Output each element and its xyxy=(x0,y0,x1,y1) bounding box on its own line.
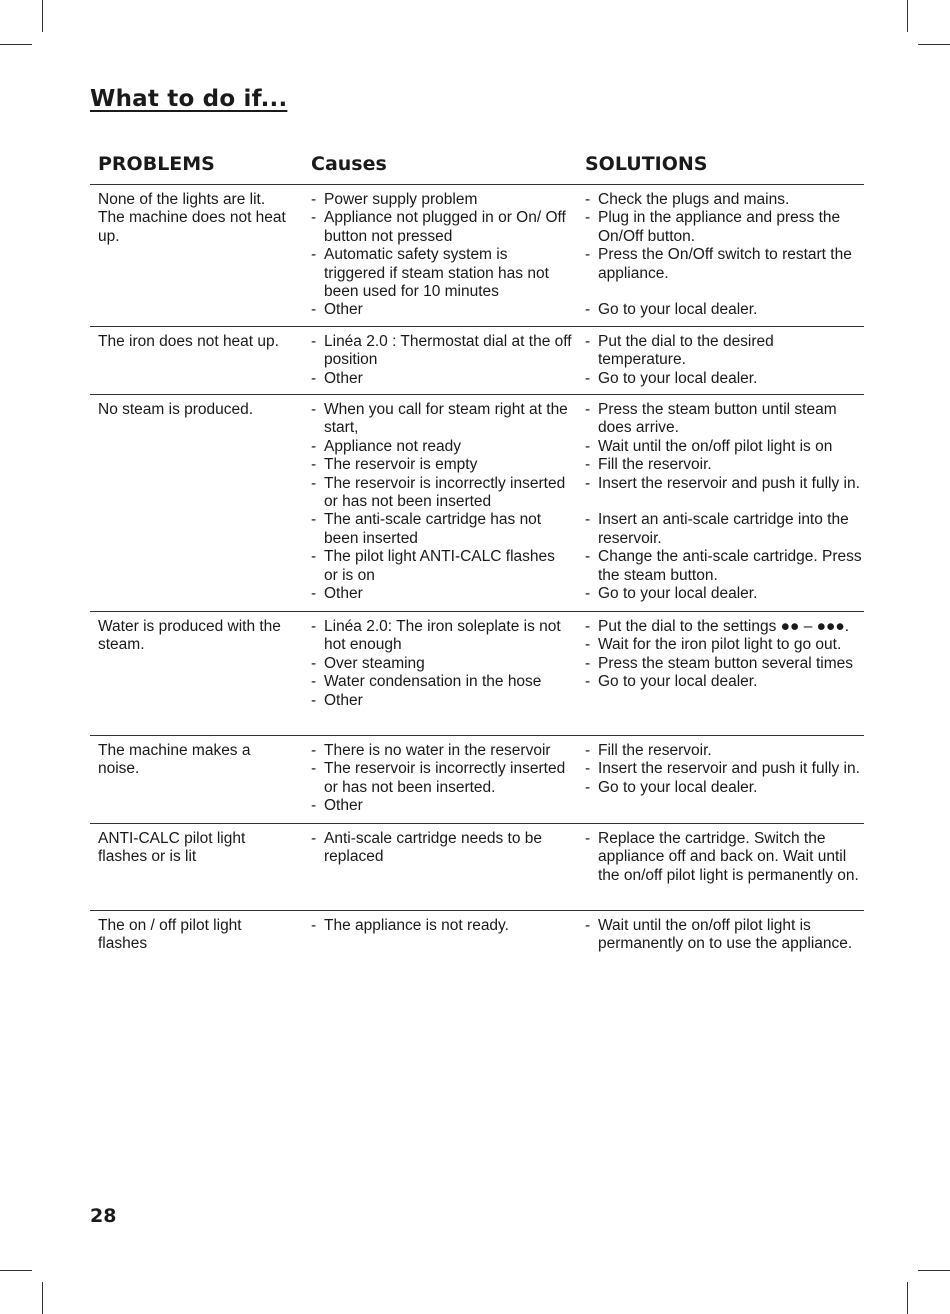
causes-list xyxy=(310,333,572,388)
cause-item: - Power supply problem xyxy=(310,191,572,209)
solution-item: - Wait until the on/off pilot light is permanently on to use the appliance. xyxy=(584,917,864,954)
crop-mark xyxy=(918,1270,950,1271)
causes-list xyxy=(310,618,572,710)
causes-list xyxy=(310,401,572,603)
solution-item: - Insert the reservoir and push it fully in. xyxy=(584,475,864,493)
cause-item: - Appliance not ready xyxy=(310,438,572,456)
crop-mark xyxy=(0,44,32,45)
problem-text: noise. xyxy=(98,760,140,778)
problem-cell xyxy=(98,830,298,867)
cause-item: - Linéa 2.0 : Thermostat dial at the off position xyxy=(310,333,572,370)
problem-cell xyxy=(98,333,298,351)
cause-item: - Other xyxy=(310,370,572,388)
cause-item: - Other xyxy=(310,692,572,710)
cause-item: - Appliance not plugged in or On/ Off button not pressed xyxy=(310,209,572,246)
causes-list xyxy=(310,917,572,935)
causes-list xyxy=(310,742,572,816)
solution-item: - Go to your local dealer. xyxy=(584,301,864,319)
cause-item: - The reservoir is incorrectly inserted or has not been inserted xyxy=(310,475,572,512)
problem-text: The machine makes a xyxy=(98,742,251,759)
problem-cell xyxy=(98,917,298,954)
cause-item: - The appliance is not ready. xyxy=(310,917,572,935)
table-row xyxy=(90,185,864,327)
solution-item: - Fill the reservoir. xyxy=(584,456,864,474)
solution-item: - Press the On/Off switch to restart the appliance. xyxy=(584,246,864,283)
solution-item: - Press the steam button until steam does arrive. xyxy=(584,401,864,438)
solution-item: - Change the anti-scale cartridge. Press the steam button. xyxy=(584,548,864,585)
problem-text: No steam is produced. xyxy=(98,401,254,418)
problem-text: steam. xyxy=(98,636,145,654)
solution-item: - Replace the cartridge. Switch the appliance off and back on. Wait until the on/off pilot light is permanently on. xyxy=(584,830,864,885)
page-title: What to do if... xyxy=(90,86,288,112)
cause-item: - Automatic safety system is triggered if steam station has not been used for 10 minutes xyxy=(310,246,572,301)
cause-item: - When you call for steam right at the start, xyxy=(310,401,572,438)
solution-item: - Go to your local dealer. xyxy=(584,585,864,603)
cause-item: - There is no water in the reservoir xyxy=(310,742,572,760)
page-number: 28 xyxy=(90,1205,117,1227)
solution-item: - Go to your local dealer. xyxy=(584,673,864,691)
header-solutions: SOLUTIONS xyxy=(585,153,708,175)
problem-text: up. xyxy=(98,227,120,245)
problem-text: flashes xyxy=(98,935,148,953)
problem-text: ANTI-CALC pilot light xyxy=(98,830,246,847)
cause-item: - Water condensation in the hose xyxy=(310,673,572,691)
solutions-list xyxy=(584,333,864,388)
solution-item: - Go to your local dealer. xyxy=(584,370,864,388)
cause-item: - Other xyxy=(310,301,572,319)
cause-item: - The reservoir is incorrectly inserted or has not been inserted. xyxy=(310,760,572,797)
problem-cell xyxy=(98,742,298,779)
crop-mark xyxy=(907,0,908,32)
table-header xyxy=(90,150,864,185)
solution-item: - Wait until the on/off pilot light is on xyxy=(584,438,864,456)
causes-list xyxy=(310,191,572,320)
table-row xyxy=(90,395,864,612)
solution-item: - Put the dial to the settings ●● – ●●●. xyxy=(584,618,864,636)
header-causes: Causes xyxy=(311,153,387,175)
problem-text: flashes or is lit xyxy=(98,848,197,866)
solutions-list xyxy=(584,742,864,797)
problem-text: None of the lights are lit. xyxy=(98,191,266,208)
problem-text: The machine does not heat xyxy=(98,209,286,227)
solution-item: - Press the steam button several times xyxy=(584,655,864,673)
cause-item: - The anti-scale cartridge has not been inserted xyxy=(310,511,572,548)
solutions-list xyxy=(584,401,864,603)
cause-item: - Other xyxy=(310,797,572,815)
crop-mark xyxy=(907,1282,908,1314)
solution-item: - Insert the reservoir and push it fully in. xyxy=(584,760,864,778)
solution-item: - Plug in the appliance and press the On/Off button. xyxy=(584,209,864,246)
table-row xyxy=(90,736,864,824)
solutions-list xyxy=(584,830,864,885)
cause-item: - Anti-scale cartridge needs to be replaced xyxy=(310,830,572,867)
table-row xyxy=(90,327,864,395)
cause-item: - The reservoir is empty xyxy=(310,456,572,474)
table-row xyxy=(90,612,864,736)
solution-item: - Wait for the iron pilot light to go out. xyxy=(584,636,864,654)
troubleshooting-table xyxy=(90,150,864,971)
cause-item: - Other xyxy=(310,585,572,603)
table-row xyxy=(90,824,864,911)
solutions-list xyxy=(584,917,864,954)
solutions-list xyxy=(584,191,864,320)
crop-mark xyxy=(42,1282,43,1314)
cause-item: - Over steaming xyxy=(310,655,572,673)
crop-mark xyxy=(0,1270,32,1271)
solutions-list xyxy=(584,618,864,692)
problem-text: Water is produced with the xyxy=(98,618,281,635)
crop-mark xyxy=(918,44,950,45)
crop-mark xyxy=(42,0,43,32)
solution-item: - Fill the reservoir. xyxy=(584,742,864,760)
solution-item: - Check the plugs and mains. xyxy=(584,191,864,209)
solution-item: - Put the dial to the desired temperature. xyxy=(584,333,864,370)
problem-text: The on / off pilot light xyxy=(98,917,242,934)
problem-cell xyxy=(98,618,298,655)
cause-item: - The pilot light ANTI-CALC flashes or is on xyxy=(310,548,572,585)
table-row xyxy=(90,911,864,971)
cause-item: - Linéa 2.0: The iron soleplate is not hot enough xyxy=(310,618,572,655)
solution-item: - Go to your local dealer. xyxy=(584,779,864,797)
causes-list xyxy=(310,830,572,867)
header-problems: PROBLEMS xyxy=(98,153,215,175)
problem-cell xyxy=(98,191,298,246)
problem-cell xyxy=(98,401,298,419)
problem-text: The iron does not heat up. xyxy=(98,333,279,350)
solution-item: - Insert an anti-scale cartridge into the reservoir. xyxy=(584,511,864,548)
